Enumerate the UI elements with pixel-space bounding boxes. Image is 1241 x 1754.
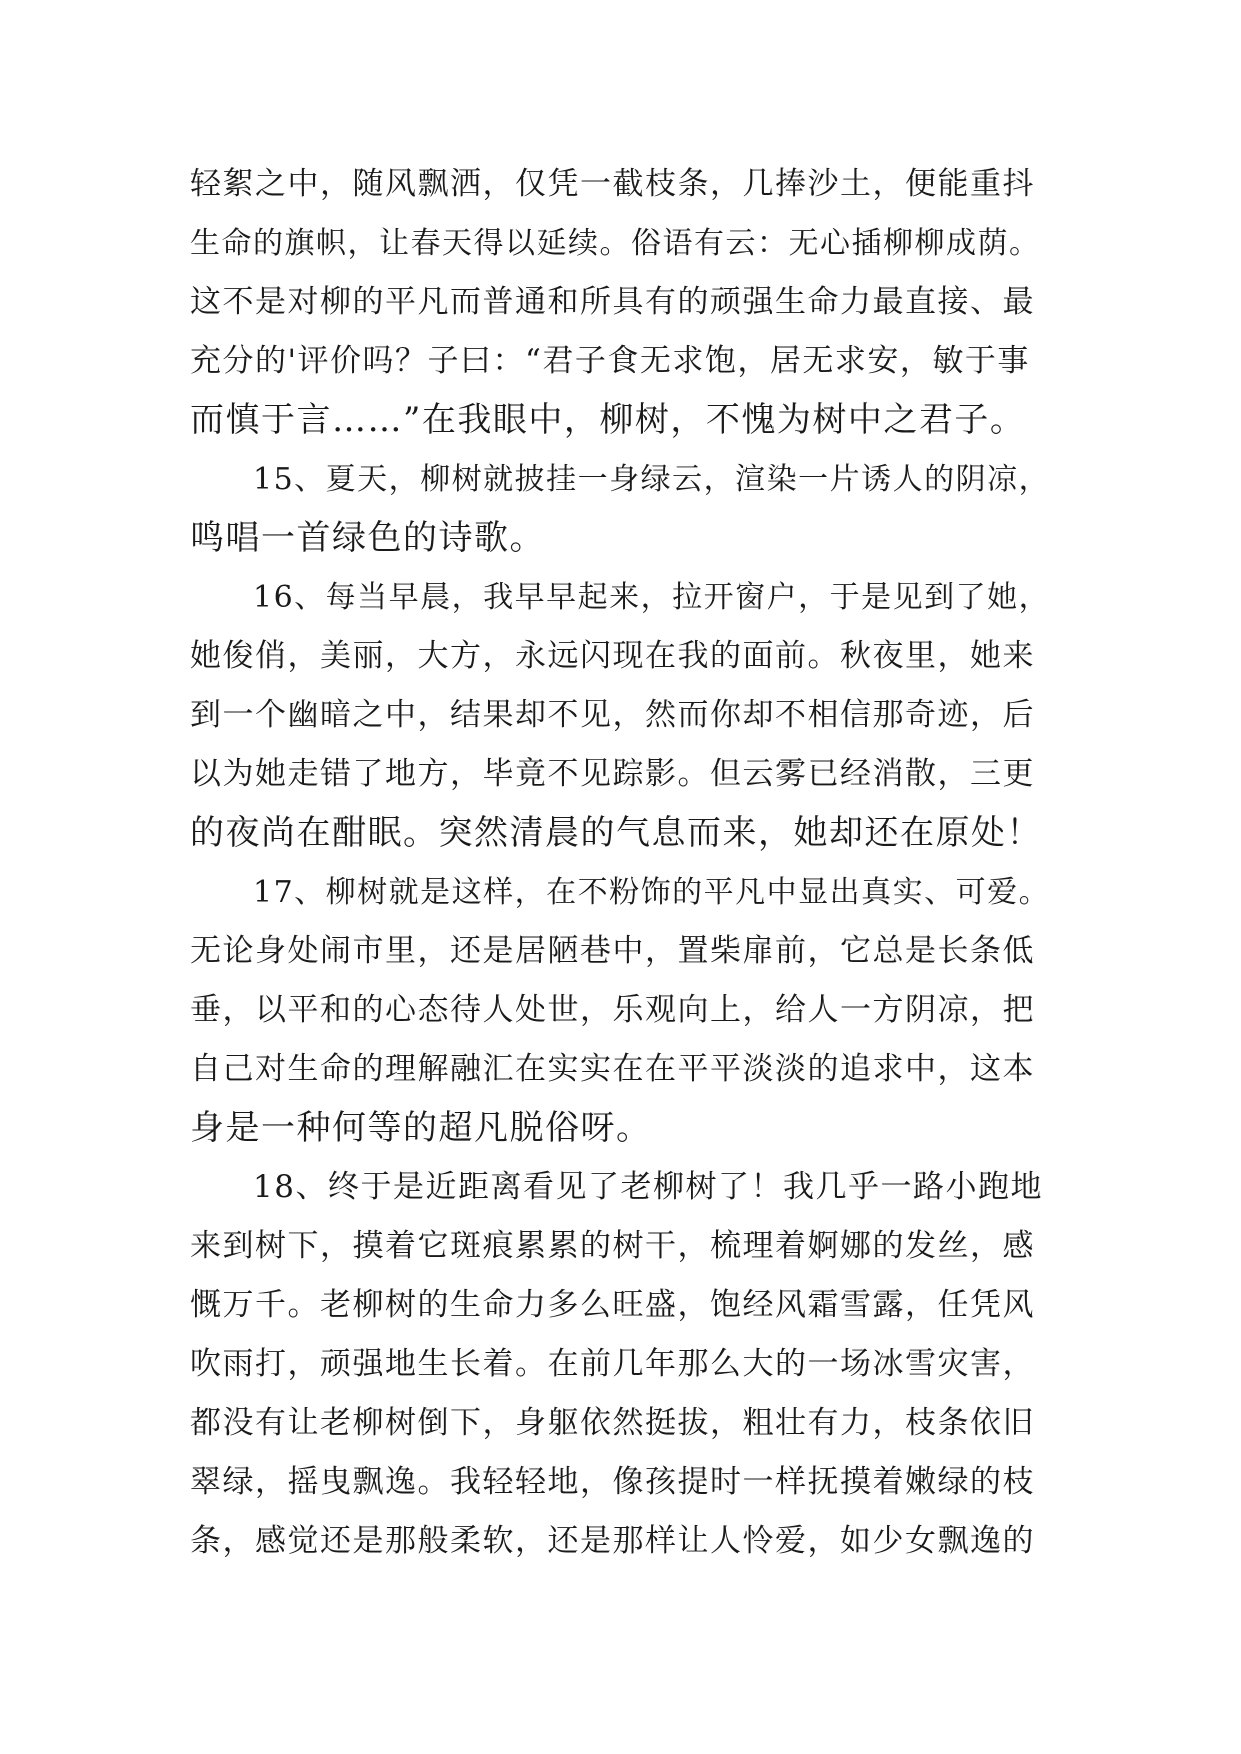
text-line: 来到树下，摸着它斑痕累累的树干，梳理着婀娜的发丝，感 — [190, 1228, 1035, 1264]
text-line: 都没有让老柳树倒下，身躯依然挺拔，粗壮有力，枝条依旧 — [190, 1405, 1035, 1441]
paragraph-first-line: 16、每当早晨，我早早起来，拉开窗户，于是见到了她， — [253, 580, 1051, 615]
text-line: 到一个幽暗之中，结果却不见，然而你却不相信那奇迹，后 — [190, 697, 1035, 733]
paragraph-first-line: 17、柳树就是这样，在不粉饰的平凡中显出真实、可爱。 — [253, 875, 1051, 910]
text-line: 无论身处闹市里，还是居陋巷中，置柴扉前，它总是长条低 — [190, 933, 1035, 969]
paragraph-first-line: 18、终于是近距离看见了老柳树了！我几乎一路小跑地 — [253, 1169, 1043, 1205]
text-line: 条，感觉还是那般柔软，还是那样让人怜爱，如少女飘逸的 — [190, 1523, 1035, 1559]
text-line: 垂，以平和的心态待人处世，乐观向上，给人一方阴凉，把 — [190, 992, 1035, 1028]
document-body — [190, 155, 1052, 1571]
text-line: 翠绿，摇曳飘逸。我轻轻地，像孩提时一样抚摸着嫩绿的枝 — [190, 1464, 1035, 1500]
text-line: 充分的'评价吗？子曰：“君子食无求饱，居无求安，敏于事 — [190, 343, 1030, 379]
text-line: 身是一种何等的超凡脱俗呀。 — [190, 1108, 652, 1148]
text-line: 的夜尚在酣眠。突然清晨的气息而来，她却还在原处！ — [190, 813, 1042, 853]
text-line: 轻絮之中，随风飘洒，仅凭一截枝条，几捧沙土，便能重抖 — [190, 166, 1035, 202]
text-line: 慨万千。老柳树的生命力多么旺盛，饱经风霜雪露，任凭风 — [190, 1287, 1035, 1323]
text-line: 而慎于言……”在我眼中，柳树，不愧为树中之君子。 — [190, 400, 1026, 440]
text-line: 自己对生命的理解融汇在实实在在平平淡淡的追求中，这本 — [190, 1051, 1035, 1087]
text-line: 鸣唱一首绿色的诗歌。 — [190, 518, 545, 558]
text-line: 她俊俏，美丽，大方，永远闪现在我的面前。秋夜里，她来 — [190, 638, 1035, 674]
text-line: 这不是对柳的平凡而普通和所具有的顽强生命力最直接、最 — [190, 284, 1035, 320]
paragraph-first-line: 15、夏天，柳树就披挂一身绿云，渲染一片诱人的阴凉， — [253, 462, 1051, 497]
text-line: 以为她走错了地方，毕竟不见踪影。但云雾已经消散，三更 — [190, 756, 1035, 792]
text-line: 吹雨打，顽强地生长着。在前几年那么大的一场冰雪灾害， — [190, 1346, 1035, 1382]
text-line: 生命的旗帜，让春天得以延续。俗语有云：无心插柳柳成荫。 — [190, 226, 1041, 261]
